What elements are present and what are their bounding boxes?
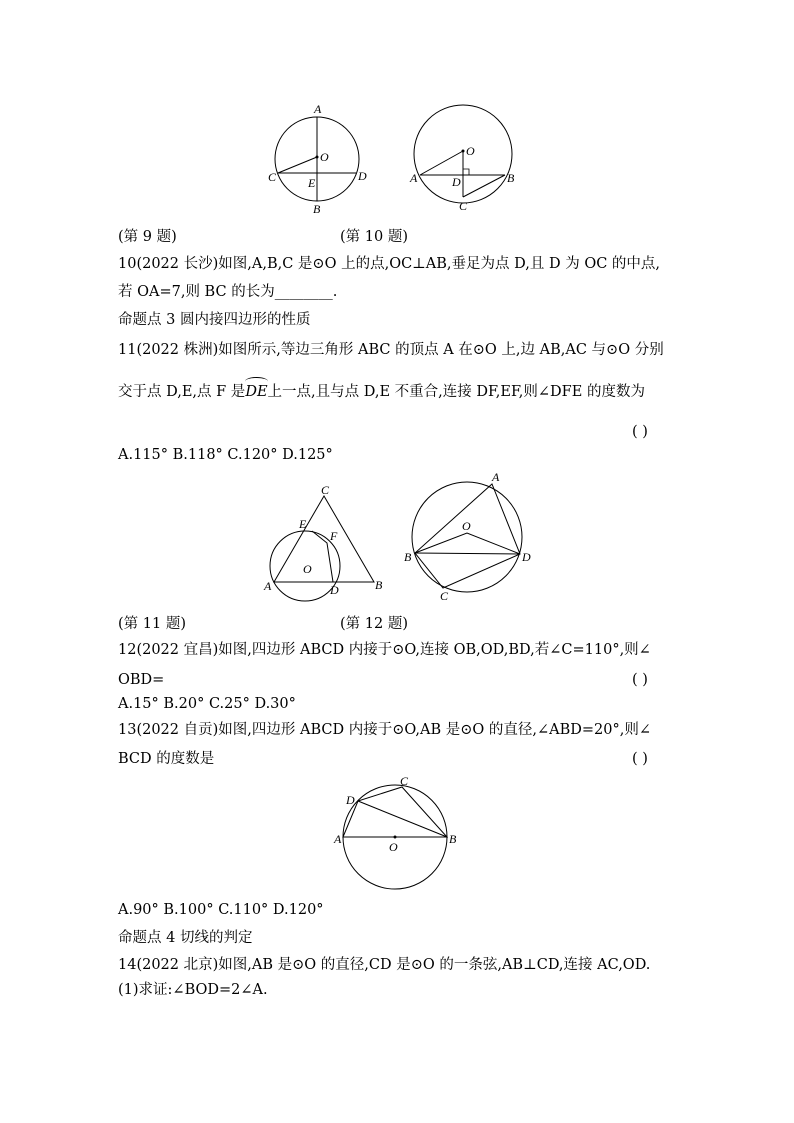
fig9-label-b: B [313,202,321,216]
fig11-label-f: F [330,529,338,543]
q11-line1: 11(2022 株洲)如图所示,等边三角形 ABC 的顶点 A 在⊙O 上,边 AB,AC 与⊙O 分别 [118,342,664,358]
fig13-quad-abcd [343,787,447,837]
q11-line2-post: 上一点,且与点 D,E 不重合,连接 DF,EF,则∠DFE 的度数为 [267,384,645,400]
fig11-label-c: C [321,483,330,497]
q13-line1: 13(2022 自贡)如图,四边形 ABCD 内接于⊙O,AB 是⊙O 的直径,∠ABD=20°,则∠ [118,722,652,738]
fig9-center-dot [316,156,319,159]
fig12-label-a: A [492,470,500,484]
q11-answer-paren: ( ) [632,424,648,440]
q11-options: A.115° B.118° C.120° D.125° [118,447,333,463]
figure-11 [260,480,400,605]
fig10-label-c: C [459,199,468,213]
fig9-label-e: E [308,176,316,190]
fig12-label-c: C [440,589,449,603]
fig11-label-a: A [264,579,272,593]
fig10-label-a: A [410,171,418,185]
fig13-center-dot [394,836,397,839]
fig11-label-b: B [375,578,383,592]
q12-line1: 12(2022 宜昌)如图,四边形 ABCD 内接于⊙O,连接 OB,OD,BD,若∠C=110°,则∠ [118,642,651,658]
q13-line2: BCD 的度数是 [118,751,215,767]
q12-options: A.15° B.20° C.25° D.30° [118,696,296,712]
q14-line2: (1)求证:∠BOD=2∠A. [118,982,268,998]
q10-line1: 10(2022 长沙)如图,A,B,C 是⊙O 上的点,OC⊥AB,垂足为点 D,且 D 为 OC 的中点, [118,256,661,272]
fig10-label-o: O [466,144,475,158]
fig9-label-c: C [268,170,277,184]
fig12-quad-abcd [415,484,520,588]
q11-arc-mark [245,377,267,386]
fig10-chord-bc [463,175,505,197]
fig12-radii-ob-od [415,533,520,554]
fig13-diagonal-bd [358,801,447,837]
q13-options: A.90° B.100° C.110° D.120° [118,902,324,918]
fig10-center-dot [462,150,465,153]
fig11-triangle-abc [274,496,374,582]
fig11-label-e: E [299,517,307,531]
q11-line2 [118,382,645,402]
fig10-right-angle-mark [463,169,469,175]
fig13-label-o: O [389,840,398,854]
section3-heading: 命题点 3 圆内接四边形的性质 [118,312,311,328]
caption-fig11: (第 11 题) [118,616,186,632]
fig12-label-b: B [404,550,412,564]
q14-line1: 14(2022 北京)如图,AB 是⊙O 的直径,CD 是⊙O 的一条弦,AB⊥CD,连接 AC,OD. [118,957,651,973]
caption-fig10: (第 10 题) [340,229,408,245]
q12-answer-paren: ( ) [632,672,648,688]
fig11-label-o: O [303,562,312,576]
fig9-radius-oc [278,157,317,173]
fig9-label-o: O [320,150,329,164]
fig13-label-b: B [449,832,457,846]
fig10-label-b: B [507,171,515,185]
section4-heading: 命题点 4 切线的判定 [118,930,253,946]
figure-12 [400,466,540,606]
figure-10 [402,100,522,220]
fig12-circle [412,482,522,592]
q11-arc-de [245,382,267,402]
fig11-label-d: D [330,583,339,597]
caption-fig9: (第 9 题) [118,229,177,245]
q11-arc-label: DE [245,384,268,400]
fig12-diagonal-bd [415,553,520,554]
figure-13 [330,770,465,895]
q11-line2-pre: 交于点 D,E,点 F 是 [118,384,246,400]
figure-9 [262,98,382,218]
fig13-label-d: D [346,793,355,807]
q13-answer-paren: ( ) [632,751,648,767]
fig9-label-d: D [358,169,367,183]
fig13-label-a: A [334,832,342,846]
caption-fig12: (第 12 题) [340,616,408,632]
q12-line2: OBD= [118,672,165,688]
fig12-label-d: D [522,550,531,564]
fig13-label-c: C [400,774,409,788]
fig12-label-o: O [462,519,471,533]
fig10-label-d: D [452,175,461,189]
fig9-label-a: A [314,102,322,116]
fig10-radius-oa [420,151,463,175]
q10-line2: 若 OA=7,则 BC 的长为________. [118,284,338,300]
